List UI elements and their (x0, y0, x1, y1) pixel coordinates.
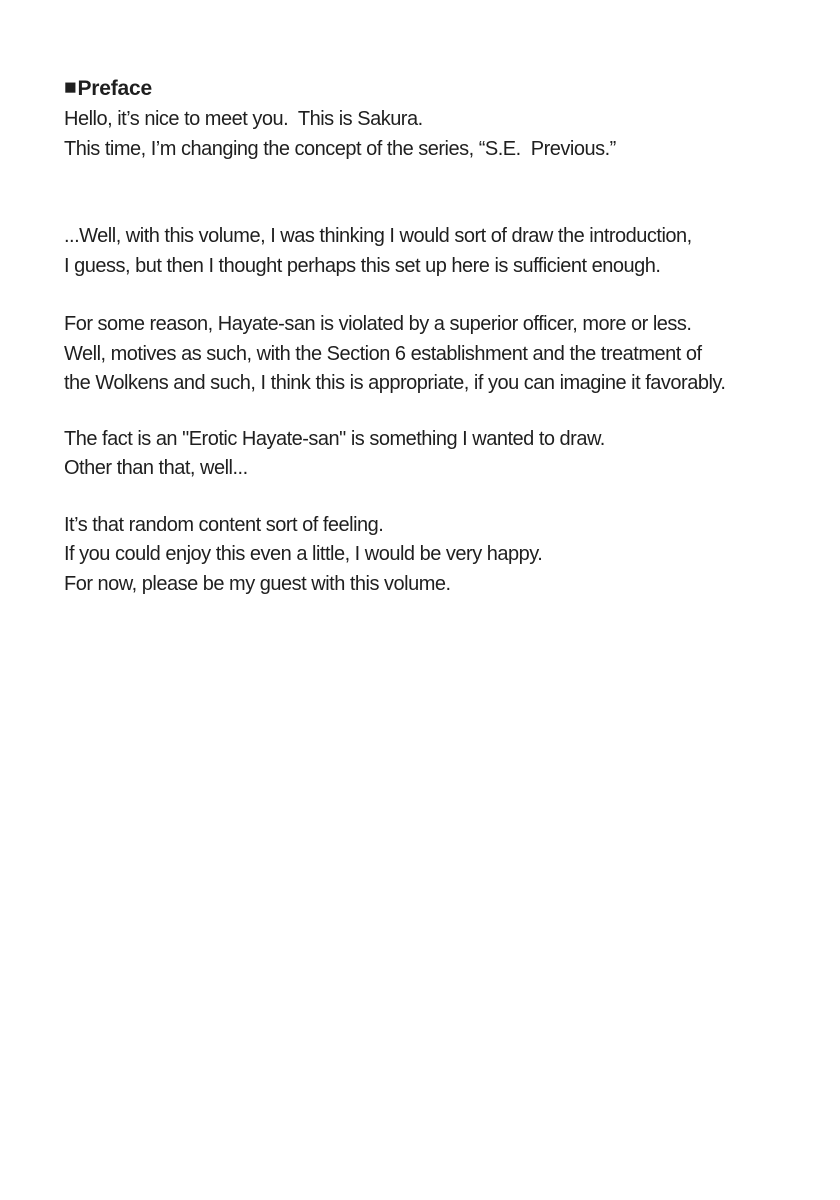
paragraph-premise (64, 310, 810, 399)
paragraph-closing (64, 511, 810, 600)
text-line: Well, motives as such, with the Section 6 establishment and the treatment of (64, 342, 702, 365)
text-line: If you could enjoy this even a little, I would be very happy. (64, 543, 543, 565)
text-line: ...Well, with this volume, I was thinking I would sort of draw the introduction, (64, 225, 692, 247)
text-line: I guess, but then I thought perhaps this set up here is sufficient enough. (64, 254, 661, 277)
text-line: For some reason, Hayate-san is violated by a superior officer, more or less. (64, 313, 692, 335)
section-title: Preface (77, 77, 152, 100)
section-heading (64, 76, 810, 102)
text-line: the Wolkens and such, I think this is appropriate, if you can imagine it favorably. (64, 372, 726, 394)
text-line: Other than that, well... (64, 457, 248, 479)
text-line: Hello, it’s nice to meet you. This is Sakura. (64, 108, 423, 130)
paragraph-fact (64, 425, 810, 484)
text-line: The fact is an "Erotic Hayate-san" is something I wanted to draw. (64, 427, 605, 450)
paragraph-volume (64, 222, 810, 281)
text-line: It’s that random content sort of feeling. (64, 513, 384, 536)
text-line: For now, please be my guest with this volume. (64, 572, 451, 595)
bullet-square-icon: ■ (64, 76, 77, 99)
text-line: This time, I’m changing the concept of the series, “S.E. Previous.” (64, 137, 616, 160)
paragraph-intro (64, 105, 810, 164)
